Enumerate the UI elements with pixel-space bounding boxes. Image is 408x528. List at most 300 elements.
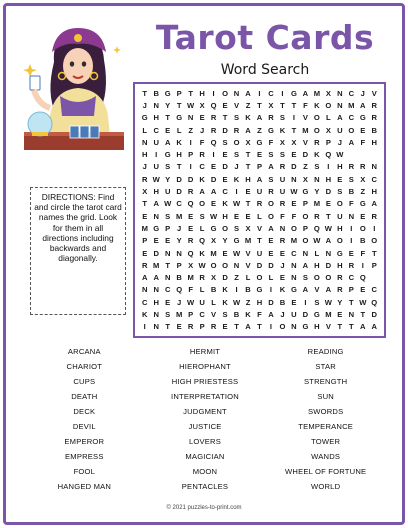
grid-letter: J	[360, 88, 365, 98]
word-list-item: SUN	[317, 392, 334, 401]
word-list-item: FOOL	[73, 467, 96, 476]
grid-letter: H	[153, 113, 159, 123]
grid-letter: E	[176, 322, 182, 332]
grid-letter: A	[210, 187, 217, 197]
grid-letter: A	[164, 137, 171, 147]
grid-letter: Z	[360, 187, 366, 197]
grid-letter: D	[268, 260, 274, 270]
grid-letter: L	[257, 211, 262, 221]
grid-letter: O	[325, 100, 332, 110]
grid-letter: O	[210, 260, 217, 270]
grid-letter: M	[290, 236, 298, 246]
grid-letter: T	[176, 162, 182, 172]
grid-letter: H	[222, 211, 228, 221]
grid-letter: A	[245, 125, 251, 135]
grid-letter: P	[142, 236, 148, 246]
grid-letter: I	[212, 88, 215, 98]
grid-letter: U	[199, 297, 205, 307]
grid-letter: N	[153, 310, 159, 320]
grid-letter: V	[302, 113, 308, 123]
grid-letter: B	[348, 187, 355, 197]
grid-letter: E	[291, 297, 297, 307]
grid-letter: F	[268, 137, 274, 147]
grid-letter: M	[141, 223, 148, 233]
grid-letter: U	[337, 211, 343, 221]
grid-letter: E	[222, 100, 228, 110]
word-list-item: TOWER	[311, 437, 341, 446]
copyright-notice: © 2021 puzzles-to-print.com	[166, 505, 242, 511]
grid-letter: S	[268, 174, 274, 184]
grid-letter: R	[360, 162, 366, 172]
grid-letter: E	[165, 297, 171, 307]
grid-letter: H	[256, 297, 263, 307]
grid-letter: Q	[187, 248, 194, 258]
grid-letter: F	[303, 100, 308, 110]
grid-letter: O	[279, 322, 286, 332]
grid-letter: G	[359, 113, 366, 123]
grid-letter: D	[371, 310, 377, 320]
grid-letter: K	[233, 174, 240, 184]
grid-letter: W	[359, 297, 367, 307]
word-list-item: DEATH	[71, 392, 98, 401]
grid-letter: H	[199, 88, 205, 98]
grid-letter: N	[164, 273, 171, 283]
grid-letter: N	[153, 100, 159, 110]
grid-letter: U	[337, 125, 343, 135]
grid-letter: R	[337, 273, 343, 283]
grid-letter: A	[360, 322, 366, 332]
grid-letter: X	[291, 137, 297, 147]
grid-letter: E	[234, 211, 240, 221]
grid-letter: X	[360, 174, 366, 184]
grid-letter: J	[199, 125, 205, 135]
grid-letter: C	[153, 125, 159, 135]
grid-letter: G	[359, 199, 366, 209]
grid-letter: D	[325, 187, 332, 197]
grid-letter: T	[291, 125, 297, 135]
grid-letter: N	[302, 248, 309, 258]
grid-letter: V	[314, 285, 320, 295]
grid-letter: O	[256, 273, 263, 283]
grid-letter: A	[268, 162, 274, 172]
grid-letter: B	[371, 125, 377, 135]
grid-letter: B	[245, 285, 251, 295]
grid-letter: E	[256, 150, 263, 160]
grid-letter: Q	[371, 297, 378, 307]
grid-letter: T	[165, 260, 170, 270]
grid-letter: E	[279, 248, 285, 258]
grid-letter: E	[245, 211, 251, 221]
grid-letter: E	[268, 236, 274, 246]
grid-letter: N	[153, 322, 159, 332]
grid-letter: Z	[234, 273, 239, 283]
grid-letter: N	[291, 273, 297, 283]
grid-letter: R	[371, 100, 377, 110]
grid-letter: L	[199, 223, 205, 233]
grid-letter: N	[176, 248, 182, 258]
grid-letter: W	[198, 260, 206, 270]
grid-letter: S	[337, 187, 343, 197]
grid-letter: M	[325, 310, 332, 320]
grid-letter: A	[371, 322, 377, 332]
grid-letter: N	[291, 174, 297, 184]
grid-letter: N	[153, 285, 159, 295]
grid-letter: S	[279, 113, 285, 123]
grid-letter: I	[350, 223, 353, 233]
grid-letter: T	[291, 100, 297, 110]
grid-letter: D	[256, 260, 263, 270]
grid-letter: A	[153, 199, 159, 209]
grid-letter: D	[222, 273, 228, 283]
grid-letter: G	[210, 223, 217, 233]
grid-letter: D	[222, 125, 228, 135]
grid-letter: T	[245, 199, 251, 209]
grid-letter: T	[257, 236, 262, 246]
grid-letter: S	[268, 150, 274, 160]
grid-letter: M	[153, 260, 160, 270]
grid-letter: M	[348, 100, 355, 110]
grid-letter: C	[222, 187, 228, 197]
grid-letter: T	[245, 150, 251, 160]
grid-letter: T	[371, 248, 377, 258]
grid-letter: B	[360, 236, 366, 246]
grid-letter: D	[302, 150, 309, 160]
grid-letter: U	[153, 137, 159, 147]
grid-letter: W	[232, 199, 241, 209]
grid-letter: D	[302, 310, 309, 320]
grid-letter: Z	[257, 125, 262, 135]
grid-letter: A	[245, 88, 251, 98]
grid-letter: C	[348, 88, 355, 98]
grid-letter: W	[290, 187, 298, 197]
grid-letter: F	[348, 199, 354, 209]
grid-letter: L	[326, 113, 331, 123]
grid-letter: I	[258, 88, 261, 98]
grid-letter: X	[268, 100, 274, 110]
grid-letter	[369, 272, 380, 284]
grid-letter: Y	[176, 236, 182, 246]
grid-letter: E	[348, 248, 354, 258]
word-list-item: HIEROPHANT	[179, 362, 231, 371]
grid-letter: G	[176, 113, 183, 123]
grid-letter: A	[348, 137, 355, 147]
grid-letter: W	[210, 211, 218, 221]
grid-letter: P	[165, 223, 171, 233]
grid-letter: X	[325, 88, 331, 98]
word-list-item: WHEEL OF FORTUNE	[285, 467, 367, 476]
grid-letter: D	[187, 174, 194, 184]
grid-letter: B	[233, 310, 240, 320]
grid-letter: T	[165, 322, 170, 332]
grid-letter: N	[291, 260, 297, 270]
grid-letter: I	[281, 88, 284, 98]
grid-letter: I	[235, 285, 238, 295]
word-list-item: MOON	[192, 467, 218, 476]
grid-letter: I	[292, 113, 295, 123]
grid-letter: X	[302, 174, 308, 184]
grid-letter: Z	[245, 100, 251, 110]
grid-letter: E	[325, 199, 331, 209]
grid-letter: O	[290, 223, 297, 233]
grid-letter: C	[164, 285, 171, 295]
grid-letter: U	[279, 174, 286, 184]
grid-letter: O	[336, 199, 343, 209]
grid-letter: E	[199, 113, 205, 123]
grid-letter: S	[222, 137, 228, 147]
word-list-item: LOVERS	[188, 437, 221, 446]
word-list-item: WORLD	[311, 482, 341, 491]
grid-letter: R	[268, 187, 274, 197]
grid-letter: H	[141, 150, 148, 160]
page-subtitle: Word Search	[220, 62, 310, 78]
grid-letter: J	[337, 137, 342, 147]
grid-letter: R	[348, 260, 355, 270]
grid-letter: F	[360, 137, 366, 147]
grid-letter: G	[336, 248, 343, 258]
grid-letter: R	[371, 113, 377, 123]
grid-letter: G	[153, 223, 160, 233]
grid-letter: V	[245, 248, 251, 258]
grid-letter: K	[314, 150, 320, 160]
grid-letter: E	[279, 273, 285, 283]
grid-letter: R	[314, 137, 320, 147]
grid-letter: S	[222, 310, 228, 320]
grid-letter: H	[153, 297, 159, 307]
grid-letter: E	[245, 187, 251, 197]
grid-letter: T	[234, 322, 239, 332]
grid-letter: G	[302, 322, 309, 332]
grid-letter: J	[177, 297, 182, 307]
grid-letter: E	[222, 174, 228, 184]
grid-letter: A	[360, 100, 366, 110]
grid-letter: R	[279, 199, 286, 209]
grid-letter: I	[350, 236, 353, 246]
grid-letter: N	[153, 211, 159, 221]
grid-letter: T	[245, 162, 251, 172]
grid-letter: S	[279, 150, 285, 160]
grid-letter: K	[245, 113, 251, 123]
grid-letter: P	[188, 150, 194, 160]
grid-letter: H	[153, 187, 159, 197]
grid-letter: Q	[199, 236, 206, 246]
word-list-item: WANDS	[311, 452, 341, 461]
grid-letter: T	[360, 310, 366, 320]
grid-letter: X	[142, 187, 148, 197]
grid-letter: L	[268, 273, 274, 283]
grid-letter: H	[371, 187, 377, 197]
grid-letter: E	[165, 125, 171, 135]
grid-letter: O	[222, 260, 229, 270]
grid-letter: A	[337, 113, 343, 123]
grid-letter: H	[337, 162, 343, 172]
grid-letter: O	[222, 88, 229, 98]
grid-letter: Q	[210, 137, 217, 147]
grid-letter: Y	[314, 187, 320, 197]
grid-letter: X	[199, 100, 205, 110]
grid-letter: N	[233, 88, 240, 98]
word-list-item: DECK	[73, 407, 96, 416]
grid-letter: O	[313, 113, 320, 123]
grid-letter: N	[291, 322, 297, 332]
grid-letter: G	[313, 310, 320, 320]
grid-letter: R	[314, 211, 320, 221]
grid-letter: G	[164, 150, 171, 160]
grid-letter: T	[348, 297, 354, 307]
grid-letter: R	[210, 113, 217, 123]
grid-letter: O	[336, 236, 343, 246]
grid-letter: W	[324, 297, 332, 307]
grid-letter: X	[245, 223, 251, 233]
grid-letter: K	[222, 297, 228, 307]
grid-letter: S	[165, 162, 171, 172]
grid-letter: A	[256, 174, 263, 184]
grid-letter: M	[313, 88, 321, 98]
grid-letter: O	[359, 223, 366, 233]
grid-letter: O	[371, 236, 378, 246]
grid-letter: V	[325, 322, 331, 332]
grid-letter: D	[176, 174, 182, 184]
grid-letter: O	[268, 199, 274, 209]
grid-letter: T	[257, 100, 262, 110]
grid-letter: A	[325, 285, 332, 295]
grid-letter: Z	[303, 162, 308, 172]
grid-letter: X	[325, 125, 331, 135]
grid-letter: G	[141, 113, 148, 123]
word-list-item: ARCANA	[67, 347, 101, 356]
grid-letter: L	[176, 125, 182, 135]
grid-letter: L	[142, 125, 148, 135]
grid-letter: F	[280, 211, 285, 221]
grid-letter: E	[222, 248, 228, 258]
word-list-item: MAGICIAN	[185, 452, 225, 461]
grid-letter: H	[325, 174, 332, 184]
directions-box: DIRECTIONS: Find and circle the tarot card names the grid. Look for them in all directions including backwards and diagonally.	[30, 187, 126, 315]
grid-letter: A	[268, 310, 274, 320]
grid-letter: U	[256, 248, 263, 258]
grid-letter: T	[280, 100, 285, 110]
grid-letter: A	[302, 285, 309, 295]
grid-letter: R	[371, 211, 377, 221]
grid-letter: P	[176, 88, 182, 98]
grid-letter: E	[222, 322, 228, 332]
grid-letter: I	[373, 223, 376, 233]
grid-letter: W	[187, 297, 195, 307]
grid-letter: I	[304, 297, 307, 307]
grid-letter: P	[188, 310, 194, 320]
grid-letter: E	[360, 285, 366, 295]
grid-letter: U	[164, 187, 171, 197]
grid-letter: I	[269, 285, 273, 295]
grid-letter: C	[176, 199, 182, 209]
grid-letter: K	[222, 199, 228, 209]
grid-letter: P	[371, 260, 377, 270]
grid-letter: L	[211, 297, 216, 307]
grid-letter: E	[337, 310, 343, 320]
grid-letter: S	[165, 310, 171, 320]
grid-letter: K	[199, 174, 205, 184]
grid-letter: A	[268, 223, 274, 233]
grid-letter: V	[234, 100, 240, 110]
grid-letter: T	[165, 113, 170, 123]
grid-letter: M	[302, 125, 309, 135]
grid-letter: C	[141, 297, 148, 307]
grid-letter: Z	[188, 125, 193, 135]
grid-letter: A	[302, 88, 309, 98]
grid-letter: S	[302, 273, 308, 283]
grid-letter: E	[211, 199, 217, 209]
grid-letter: A	[153, 273, 159, 283]
grid-letter: W	[232, 297, 241, 307]
grid-letter: A	[302, 260, 309, 270]
grid-letter: L	[314, 248, 320, 258]
word-list-item: PENTACLES	[181, 482, 229, 491]
grid-letter: E	[291, 150, 297, 160]
grid-letter: A	[199, 187, 205, 197]
grid-letter: P	[325, 137, 331, 147]
grid-letter: W	[187, 100, 195, 110]
grid-letter: O	[302, 211, 309, 221]
grid-letter: P	[256, 162, 263, 172]
grid-letter: R	[187, 322, 194, 332]
grid-letter: E	[291, 199, 297, 209]
grid-letter: M	[175, 211, 183, 221]
grid-letter: R	[187, 236, 194, 246]
grid-letter: U	[279, 187, 286, 197]
grid-letter: M	[244, 236, 252, 246]
grid-letter: Q	[325, 150, 332, 160]
grid-letter: K	[141, 310, 148, 320]
grid-letter: A	[325, 236, 332, 246]
grid-letter: T	[348, 322, 354, 332]
grid-letter: O	[348, 125, 355, 135]
grid-letter: P	[199, 322, 205, 332]
grid-letter: V	[211, 310, 217, 320]
grid-letter: M	[313, 199, 321, 209]
grid-letter: K	[222, 285, 228, 295]
grid-letter: K	[199, 248, 205, 258]
grid-letter: E	[165, 236, 171, 246]
grid-letter: K	[279, 285, 286, 295]
grid-letter: N	[233, 260, 240, 270]
grid-letter: G	[164, 88, 171, 98]
grid-letter: Z	[245, 297, 251, 307]
grid-letter: R	[337, 285, 343, 295]
grid-letter: Y	[222, 236, 228, 246]
grid-letter: R	[233, 125, 240, 135]
grid-letter: Y	[165, 100, 171, 110]
grid-letter: Q	[359, 273, 366, 283]
grid-letter: D	[222, 162, 228, 172]
grid-letter: E	[142, 248, 148, 258]
grid-letter: G	[256, 137, 263, 147]
grid-letter: V	[245, 260, 251, 270]
grid-letter: D	[176, 187, 182, 197]
grid-letter: F	[360, 248, 366, 258]
grid-letter: I	[212, 150, 215, 160]
grid-letter: U	[291, 310, 297, 320]
grid-letter: W	[324, 223, 332, 233]
grid-letter: P	[348, 285, 354, 295]
grid-letter: N	[141, 285, 148, 295]
grid-letter: C	[199, 162, 205, 172]
grid-letter: P	[176, 260, 182, 270]
word-list-item: HIGH PRIESTESS	[171, 377, 239, 386]
grid-letter: G	[290, 285, 297, 295]
grid-letter: S	[234, 113, 240, 123]
grid-letter: N	[325, 248, 332, 258]
grid-letter: B	[210, 285, 217, 295]
grid-letter: E	[360, 211, 366, 221]
